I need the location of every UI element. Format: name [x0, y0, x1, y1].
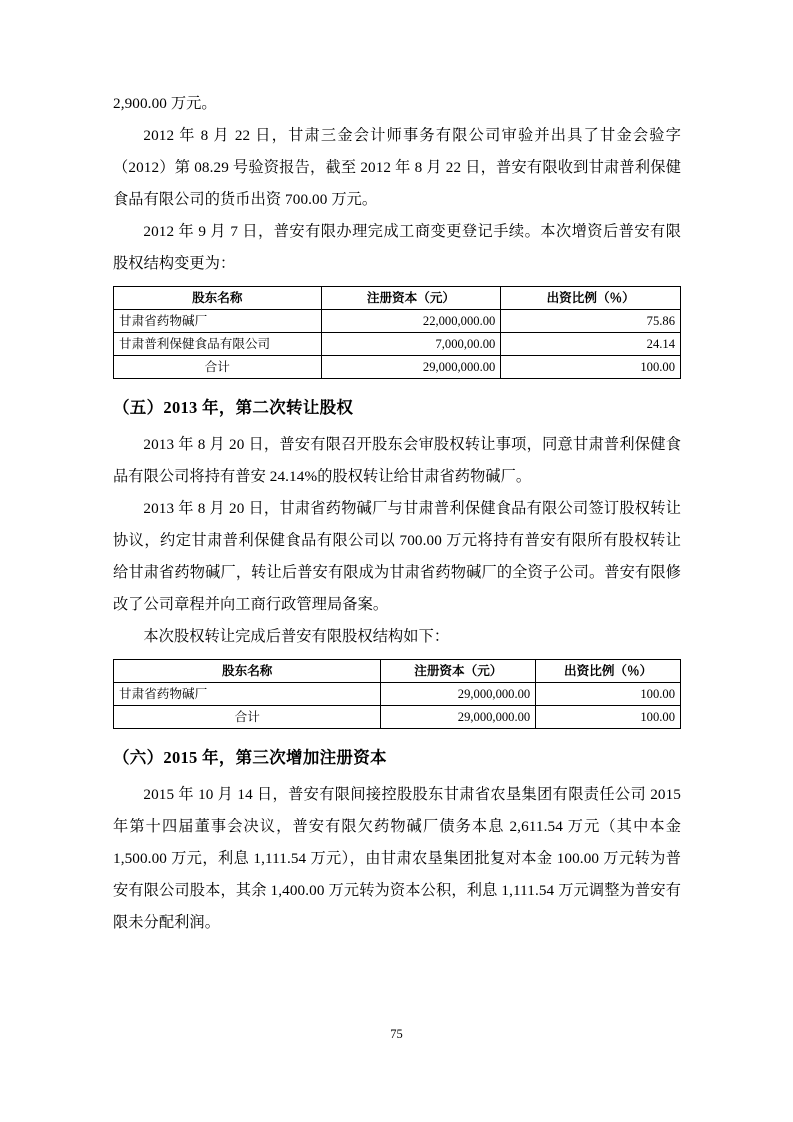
cell-ratio: 24.14	[501, 333, 681, 356]
shareholding-table-1	[113, 286, 681, 379]
paragraph: 2013 年 8 月 20 日，甘肃省药物碱厂与甘肃普利保健食品有限公司签订股权转让协议，约定甘肃普利保健食品有限公司以 700.00 万元将持有普安有限所有股权转让给甘肃省药物碱厂，转让后普安有限成为甘肃省药物碱厂的全资子公司。普安有限修改了公司章程并向工商行政管理局备案。	[113, 500, 681, 613]
cell-total-label: 合计	[114, 356, 322, 379]
cell-ratio: 100.00	[536, 683, 681, 706]
cell-shareholder: 甘肃省药物碱厂	[114, 310, 322, 333]
cell-capital: 29,000,000.00	[381, 683, 536, 706]
table-row	[114, 333, 681, 356]
column-header: 出资比例（％）	[501, 287, 681, 310]
page-number: 75	[390, 1027, 403, 1041]
paragraph: 本次股权转让完成后普安有限股权结构如下：	[143, 628, 450, 645]
column-header: 注册资本（元）	[381, 660, 536, 683]
paragraph: 2,900.00 万元。	[113, 95, 217, 112]
cell-total-ratio: 100.00	[501, 356, 681, 379]
paragraph: 2013 年 8 月 20 日，普安有限召开股东会审股权转让事项，同意甘肃普利保健食品有限公司将持有普安 24.14%的股权转让给甘肃省药物碱厂。	[113, 436, 681, 485]
section-heading: （六）2015 年，第三次增加注册资本	[113, 748, 387, 767]
cell-capital: 7,000,00.00	[321, 333, 501, 356]
cell-total-ratio: 100.00	[536, 706, 681, 729]
column-header: 注册资本（元）	[321, 287, 501, 310]
paragraph: 2012 年 8 月 22 日，甘肃三金会计师事务有限公司审验并出具了甘金会验字（2012）第 08.29 号验资报告，截至 2012 年 8 月 22 日，普安有限收到甘肃普利保健食品有限公司的货币出资 700.00 万元。	[113, 127, 681, 208]
cell-shareholder: 甘肃省药物碱厂	[114, 683, 381, 706]
table-total-row	[114, 356, 681, 379]
cell-shareholder: 甘肃普利保健食品有限公司	[114, 333, 322, 356]
cell-capital: 22,000,000.00	[321, 310, 501, 333]
shareholding-table-2	[113, 659, 681, 729]
table-total-row	[114, 706, 681, 729]
column-header: 股东名称	[114, 660, 381, 683]
cell-total-capital: 29,000,000.00	[321, 356, 501, 379]
paragraph: 2015 年 10 月 14 日，普安有限间接控股股东甘肃省农垦集团有限责任公司 2015 年第十四届董事会决议，普安有限欠药物碱厂债务本息 2,611.54 万元（其中本金 1,500.00 万元，利息 1,111.54 万元），由甘肃农垦集团批复对本金 100.00 万元转为普安有限公司股本，其余 1,400.00 万元转为资本公积，利息 1,111.54 万元调整为普安有限未分配利润。	[113, 786, 681, 931]
cell-ratio: 75.86	[501, 310, 681, 333]
section-heading: （五）2013 年，第二次转让股权	[113, 398, 354, 417]
table-row	[114, 310, 681, 333]
cell-total-capital: 29,000,000.00	[381, 706, 536, 729]
page-content	[113, 88, 681, 939]
table-row	[114, 683, 681, 706]
paragraph: 2012 年 9 月 7 日，普安有限办理完成工商变更登记手续。本次增资后普安有限股权结构变更为：	[113, 223, 681, 272]
cell-total-label: 合计	[114, 706, 381, 729]
column-header: 出资比例（％）	[536, 660, 681, 683]
table-header-row	[114, 660, 681, 683]
column-header: 股东名称	[114, 287, 322, 310]
table-header-row	[114, 287, 681, 310]
